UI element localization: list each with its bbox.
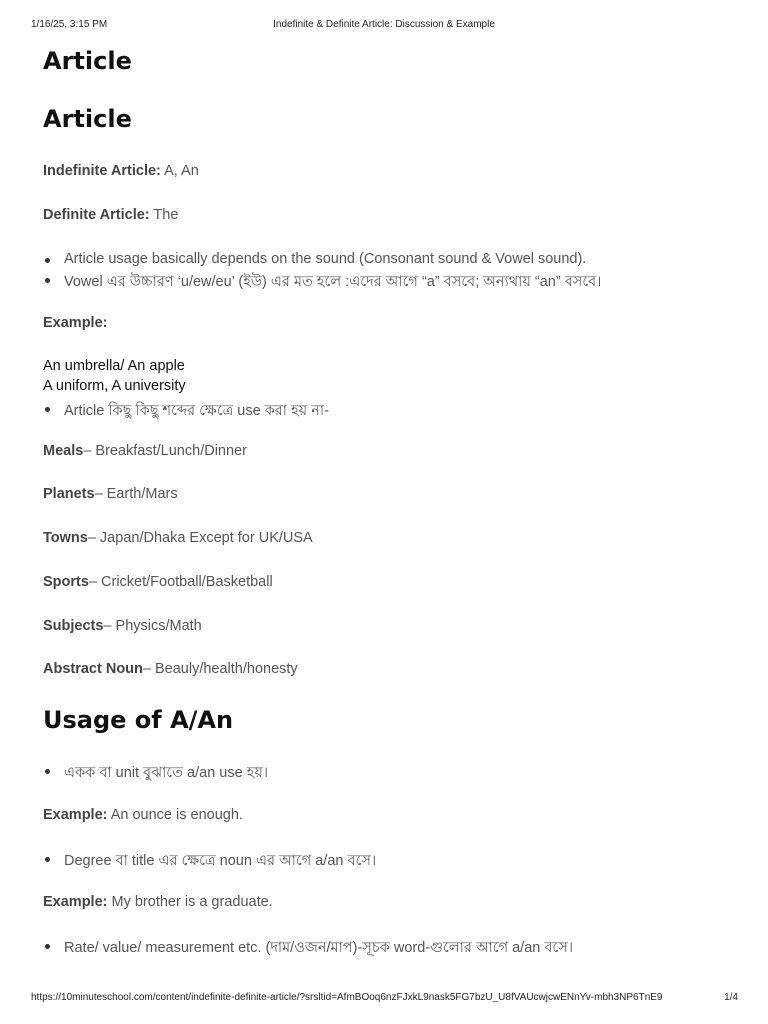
category-subjects — [43, 618, 202, 634]
list-item-text: Article কিছু কিছু শব্দের ক্ষেত্রে use করা হয় না- — [64, 403, 329, 419]
category-value: – Beauly/health/honesty — [142, 661, 298, 677]
example-label: Example: — [43, 315, 108, 331]
definite-article-line — [43, 207, 178, 223]
bullet-icon — [45, 944, 50, 949]
example-label-line — [43, 315, 107, 331]
section-heading-article: Article — [43, 105, 132, 133]
definite-article-label: Definite Article: — [43, 207, 150, 223]
category-meals — [43, 443, 247, 459]
category-abstract-noun — [43, 661, 298, 677]
example-value: My brother is a graduate. — [107, 894, 273, 910]
section-heading-usage: Usage of A/An — [43, 706, 234, 734]
usage-example-1 — [43, 807, 243, 823]
bullet-icon — [45, 258, 50, 263]
category-label: Subjects — [43, 618, 104, 634]
indefinite-article-label: Indefinite Article: — [43, 163, 161, 179]
list-item-text: Degree বা title এর ক্ষেত্রে noun এর আগে a/an বসে। — [64, 853, 377, 869]
category-value: – Japan/Dhaka Except for UK/USA — [87, 530, 313, 546]
print-header — [0, 19, 768, 33]
category-value: – Physics/Math — [103, 618, 202, 634]
bullet-icon — [45, 857, 50, 862]
print-url: https://10minuteschool.com/content/indefinite-definite-article/?srsltid=AfmBOoq6nzFJxkL9nask5FG7bzU_U8fVAUcwjcwENnYv-mbh3NP6TnE9 — [31, 992, 663, 1003]
print-footer — [0, 992, 768, 1006]
category-value: – Earth/Mars — [94, 486, 178, 502]
example-label: Example: — [43, 807, 108, 823]
bullet-icon — [45, 407, 50, 412]
list-item-text: Article usage basically depends on the sound (Consonant sound & Vowel sound). — [64, 251, 587, 267]
category-value: – Breakfast/Lunch/Dinner — [83, 443, 247, 459]
print-page-title: Indefinite & Definite Article: Discussion & Example — [273, 19, 495, 30]
usage-example-2 — [43, 894, 273, 910]
example-value: An ounce is enough. — [107, 807, 243, 823]
example-label: Example: — [43, 894, 108, 910]
category-label: Towns — [43, 530, 88, 546]
example-line: An umbrella/ An apple — [43, 358, 185, 374]
category-label: Meals — [43, 443, 84, 459]
category-value: – Cricket/Football/Basketball — [88, 574, 273, 590]
indefinite-article-value: A, An — [160, 163, 199, 179]
category-planets — [43, 486, 178, 502]
category-towns — [43, 530, 313, 546]
category-label: Abstract Noun — [43, 661, 143, 677]
definite-article-value: The — [149, 207, 179, 223]
print-page-number: 1/4 — [724, 992, 738, 1003]
print-datetime: 1/16/25, 3:15 PM — [31, 19, 108, 30]
indefinite-article-line — [43, 163, 199, 179]
category-label: Planets — [43, 486, 95, 502]
list-item-text: একক বা unit বুঝাতে a/an use হয়। — [64, 765, 269, 781]
bullet-icon — [45, 278, 50, 283]
list-item-text: Rate/ value/ measurement etc. (দাম/ওজন/মাপ)-সূচক word-গুলোর আগে a/an বসে। — [64, 940, 574, 956]
category-sports — [43, 574, 273, 590]
category-label: Sports — [43, 574, 89, 590]
bullet-icon — [45, 769, 50, 774]
example-line: A uniform, A university — [43, 378, 186, 394]
page-title: Article — [43, 47, 132, 75]
list-item-text: Vowel এর উচ্চারণ ‘u/ew/eu’ (ইউ) এর মত হলে :এদের আগে “a” বসবে; অন্যথায় “an” বসবে। — [64, 274, 602, 290]
